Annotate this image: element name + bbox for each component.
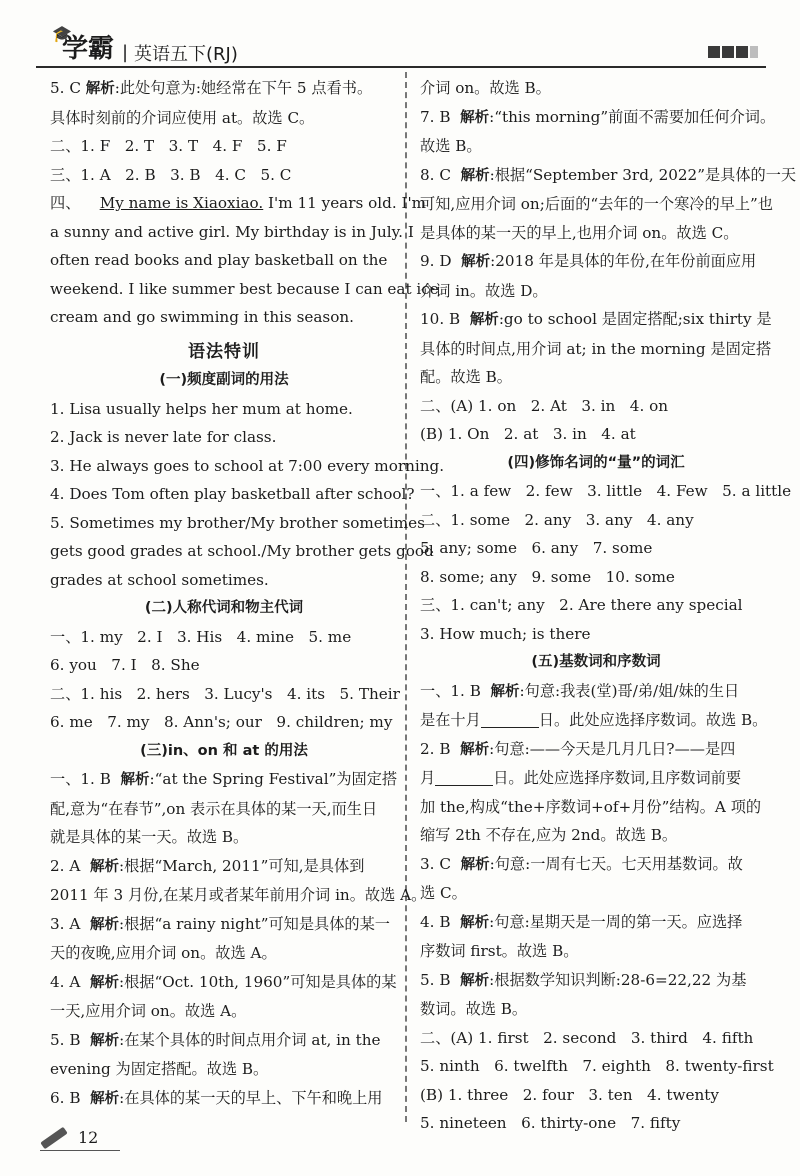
answer-line: 一、1. B 解析:“at the Spring Festival”为固定搭 — [50, 770, 398, 788]
answer-line: 介词 on。故选 B。 — [420, 79, 551, 97]
answer-line: 7. B 解析:“this morning”前面不需要加任何介词。 — [420, 107, 776, 126]
page-header — [40, 24, 770, 68]
answer-line: 2011 年 3 月份,在某月或者某年前用介词 in。故选 A。 — [50, 886, 427, 904]
answer-line: 二、1. F 2. T 3. T 4. F 5. F — [50, 137, 287, 155]
answer-line: 具体时刻前的介词应使用 at。故选 C。 — [50, 108, 315, 127]
answer-line: weekend. I like summer best because I can eat ice — [50, 279, 439, 298]
subsection-title: (一)频度副词的用法 — [159, 372, 289, 388]
answer-line: 5. any; some 6. any 7. some — [420, 539, 653, 557]
answer-line: 配。故选 B。 — [420, 368, 512, 386]
answer-line: 一天,应用介词 on。故选 A。 — [50, 1002, 247, 1020]
page-footer — [40, 1128, 98, 1147]
answer-line: 4. B 解析:句意:星期天是一周的第一天。应选择 — [420, 912, 743, 931]
answer-line: often read books and play basketball on the — [50, 251, 388, 269]
section-title: 语法特训 — [188, 341, 260, 362]
answer-line: (B) 1. On 2. at 3. in 4. at — [420, 425, 636, 443]
answer-line: cream and go swimming in this season. — [50, 308, 354, 326]
answer-line: 5. C 解析:此处句意为:她经常在下午 5 点看书。 — [50, 79, 373, 97]
answer-line: 5. Sometimes my brother/My brother sometimes — [50, 513, 425, 532]
answer-line: 缩写 2th 不存在,应为 2nd。故选 B。 — [420, 826, 678, 844]
answer-line: 8. some; any 9. some 10. some — [420, 567, 675, 586]
fill-blank — [435, 769, 493, 786]
answer-line: 6. me 7. my 8. Ann's; our 9. children; my — [50, 713, 393, 731]
answer-line: 三、1. can't; any 2. Are there any special — [420, 596, 743, 614]
answer-line: 四、 My name is Xiaoxiao. I'm 11 years old. I'm — [50, 194, 427, 212]
left-column — [50, 74, 445, 1113]
answer-line: 8. C 解析:根据“September 3rd, 2022”是具体的一天 — [420, 165, 797, 184]
fill-blank — [481, 711, 539, 728]
answer-line: 10. B 解析:go to school 是固定搭配;six thirty 是 — [420, 310, 772, 328]
answer-line: 一、1. my 2. I 3. His 4. mine 5. me — [50, 627, 352, 646]
pencil-icon — [40, 1126, 68, 1149]
mortarboard-icon: 🎓 — [52, 24, 72, 43]
answer-line: 5. nineteen 6. thirty-one 7. fifty — [420, 1114, 681, 1132]
answer-line: 天的夜晚,应用介词 on。故选 A。 — [50, 944, 277, 962]
answer-line: evening 为固定搭配。故选 B。 — [50, 1060, 269, 1078]
answer-line: 二、1. some 2. any 3. any 4. any — [420, 510, 694, 529]
answer-line: 二、(A) 1. first 2. second 3. third 4. fifth — [420, 1028, 754, 1047]
answer-line: 配,意为“在春节”,on 表示在具体的某一天,而生日 — [50, 799, 378, 818]
subsection-title: (四)修饰名词的“量”的词汇 — [507, 454, 685, 471]
answer-line: 数词。故选 B。 — [420, 1000, 528, 1018]
header-separator: | — [122, 42, 129, 63]
answer-line: 月 日。此处应选择序数词,且序数词前要 — [420, 769, 742, 787]
answer-line: 二、(A) 1. on 2. At 3. in 4. on — [420, 396, 669, 415]
answer-line: grades at school sometimes. — [50, 570, 269, 589]
answer-line: 序数词 first。故选 B。 — [420, 942, 579, 960]
answer-line: 是在十月 日。此处应选择序数词。故选 B。 — [420, 711, 768, 729]
answer-line: gets good grades at school./My brother gets good — [50, 542, 434, 560]
header-rule — [36, 66, 766, 68]
answer-line: 一、1. B 解析:句意:我表(堂)哥/弟/姐/妹的生日 — [420, 681, 740, 700]
answer-line: 故选 B。 — [420, 137, 482, 155]
footer-rule — [40, 1150, 120, 1151]
answer-line: 5. B 解析:在某个具体的时间点用介词 at, in the — [50, 1030, 381, 1049]
answer-line: 二、1. his 2. hers 3. Lucy's 4. its 5. Their — [50, 684, 400, 703]
answer-line: 9. D 解析:2018 年是具体的年份,在年份前面应用 — [420, 252, 757, 270]
book-title: 英语五下(RJ) — [134, 44, 238, 65]
answer-line: 是具体的某一天的早上,也用介词 on。故选 C。 — [420, 223, 739, 242]
answer-line: 2. A 解析:根据“March, 2011”可知,是具体到 — [50, 856, 365, 875]
answer-line: 3. He always goes to school at 7:00 every morning. — [50, 456, 445, 475]
subsection-title: (二)人称代词和物主代词 — [144, 600, 304, 616]
answer-line: 5. ninth 6. twelfth 7. eighth 8. twenty-first — [420, 1057, 774, 1075]
answer-line: 3. C 解析:句意:一周有七天。七天用基数词。故 — [420, 854, 743, 873]
answer-line: 6. you 7. I 8. She — [50, 656, 200, 674]
answer-line: (B) 1. three 2. four 3. ten 4. twenty — [420, 1085, 719, 1104]
answer-line: 一、1. a few 2. few 3. little 4. Few 5. a little — [420, 482, 792, 500]
answer-line: 选 C。 — [420, 884, 467, 902]
answer-line: a sunny and active girl. My birthday is in July. I — [50, 222, 414, 241]
logo — [52, 24, 115, 65]
logo-text: 学霸 — [62, 34, 115, 64]
answer-line: 3. A 解析:根据“a rainy night”可知是具体的某一 — [50, 914, 390, 933]
answer-line: 1. Lisa usually helps her mum at home. — [50, 399, 353, 418]
answer-line: 介词 in。故选 D。 — [420, 281, 548, 300]
page-number: 12 — [78, 1128, 99, 1147]
answer-line: 4. Does Tom often play basketball after school? — [50, 485, 415, 503]
answer-line: 三、1. A 2. B 3. B 4. C 5. C — [50, 165, 292, 184]
answer-line: 就是具体的某一天。故选 B。 — [50, 828, 249, 846]
answer-line: 3. How much; is there — [420, 624, 591, 643]
subsection-title: (三)in、on 和 at 的用法 — [140, 742, 308, 759]
decorative-blocks — [708, 46, 758, 58]
right-column — [420, 74, 797, 1138]
subsection-title: (五)基数词和序数词 — [531, 654, 661, 670]
answer-line: 具体的时间点,用介词 at; in the morning 是固定搭 — [420, 339, 772, 358]
answer-line: 6. B 解析:在具体的某一天的早上、下午和晚上用 — [50, 1088, 383, 1107]
answer-line: 4. A 解析:根据“Oct. 10th, 1960”可知是具体的某 — [50, 972, 397, 991]
answer-line: 可知,应用介词 on;后面的“去年的一个寒冷的早上”也 — [420, 195, 773, 213]
answer-line: 加 the,构成“the+序数词+of+月份”结构。A 项的 — [420, 797, 762, 816]
answer-line: 2. Jack is never late for class. — [50, 428, 277, 446]
answer-line: 5. B 解析:根据数学知识判断:28-6=22,22 为基 — [420, 970, 747, 989]
answer-line: 2. B 解析:句意:——今天是几月几日?——是四 — [420, 739, 736, 758]
